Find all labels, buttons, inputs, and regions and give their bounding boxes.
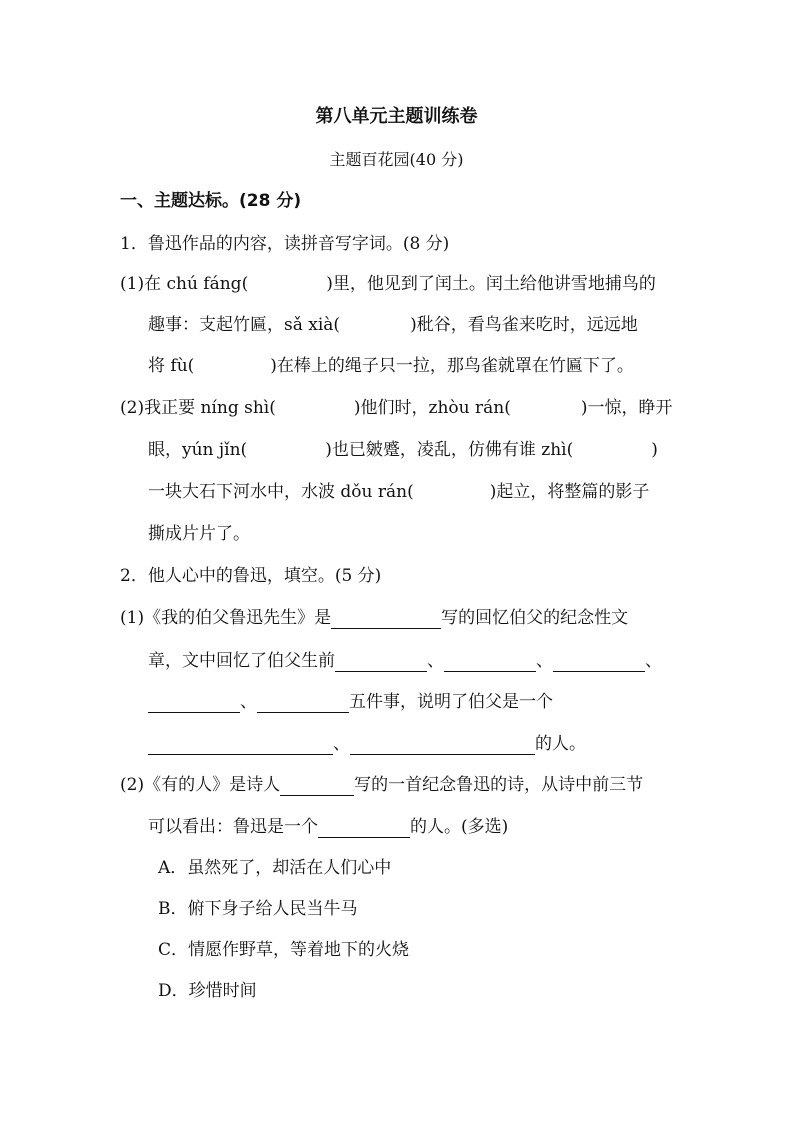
q2-p2-text: 写的一首纪念鲁迅的诗，从诗中前三节 — [354, 775, 644, 795]
section-heading: 一、主题达标。(28 分) — [120, 191, 302, 211]
option-d[interactable]: D．珍惜时间 — [158, 981, 257, 1001]
q1-p1-text: 将 fù( — [148, 356, 195, 376]
separator: 、 — [427, 651, 444, 671]
q2-p2-line2 — [148, 816, 508, 838]
q1-p2-text: 一块大石下河水中，水波 dǒu rán( — [148, 482, 414, 502]
separator: 、 — [645, 651, 662, 671]
option-c[interactable]: C．情愿作野草，等着地下的火烧 — [158, 940, 410, 960]
q1-p1-line2 — [148, 314, 638, 336]
answer-underline[interactable] — [318, 819, 410, 838]
q1-p2-line3 — [148, 481, 649, 503]
answer-underline[interactable] — [331, 610, 441, 629]
q1-p2-line1 — [120, 397, 672, 419]
q1-p2-line4: 撕成片片了。 — [148, 524, 250, 544]
q1-p2-text: (2)我正要 níng shì( — [120, 398, 276, 418]
q1-p1-text: )在棒上的绳子只一拉，那鸟雀就罩在竹匾下了。 — [270, 356, 634, 376]
option-a[interactable]: A．虽然死了，却活在人们心中 — [158, 858, 392, 878]
q1-p2-text: )也已皴蹙，凌乱，仿佛有谁 zhì( — [325, 440, 574, 460]
q2-p1-text: 章，文中回忆了伯父生前 — [148, 651, 335, 671]
q1-p2-text: )起立，将整篇的影子 — [489, 482, 650, 502]
q2-p1-text: 五件事，说明了伯父是一个 — [349, 692, 553, 712]
q1-p2-text: )一惊，睁开 — [580, 398, 673, 418]
q2-p2-line1 — [120, 774, 643, 796]
q2-p1-line2 — [148, 650, 662, 672]
q1-p1-line1 — [120, 273, 656, 295]
separator: 、 — [240, 692, 257, 712]
q1-p1-line3 — [148, 355, 634, 377]
q1-p2-line2 — [148, 439, 658, 461]
answer-underline[interactable] — [148, 736, 333, 755]
answer-underline[interactable] — [257, 694, 349, 713]
separator: 、 — [333, 734, 350, 754]
q2-p1-line4 — [148, 733, 586, 755]
page-title: 第八单元主题训练卷 — [315, 106, 478, 127]
answer-underline[interactable] — [444, 653, 536, 672]
q2-p2-text: (2)《有的人》是诗人 — [120, 775, 281, 795]
q2-p1-text: (1)《我的伯父鲁迅先生》是 — [120, 608, 332, 628]
answer-underline[interactable] — [335, 653, 427, 672]
q2-p2-text: 可以看出：鲁迅是一个 — [148, 817, 318, 837]
q1-p2-text: ) — [651, 440, 658, 460]
answer-underline[interactable] — [148, 694, 240, 713]
q1-p1-text: )秕谷，看鸟雀来吃时，远远地 — [410, 315, 638, 335]
question-1-title: 1．鲁迅作品的内容，读拼音写字词。(8 分) — [120, 234, 450, 254]
q2-p1-text: 的人。 — [535, 734, 586, 754]
q1-p1-text: 趣事：支起竹匾，sǎ xià( — [148, 315, 341, 335]
q2-p1-line1 — [120, 607, 628, 629]
answer-underline[interactable] — [350, 736, 535, 755]
q2-p1-line3 — [148, 691, 553, 713]
question-2-title: 2．他人心中的鲁迅，填空。(5 分) — [120, 566, 382, 586]
separator: 、 — [536, 651, 553, 671]
q1-p1-text: (1)在 chú fáng( — [120, 274, 249, 294]
answer-underline[interactable] — [553, 653, 645, 672]
q2-p1-text: 写的回忆伯父的纪念性文 — [441, 608, 629, 628]
q1-p2-text: 眼，yún jǐn( — [148, 440, 248, 460]
option-b[interactable]: B．俯下身子给人民当牛马 — [158, 899, 358, 919]
q1-p1-text: )里，他见到了闰土。闰土给他讲雪地捕鸟的 — [326, 274, 656, 294]
answer-underline[interactable] — [280, 777, 354, 796]
page-subtitle: 主题百花园(40 分) — [329, 150, 464, 169]
q2-p2-text: 的人。(多选) — [410, 817, 509, 837]
q1-p2-text: )他们时，zhòu rán( — [353, 398, 511, 418]
